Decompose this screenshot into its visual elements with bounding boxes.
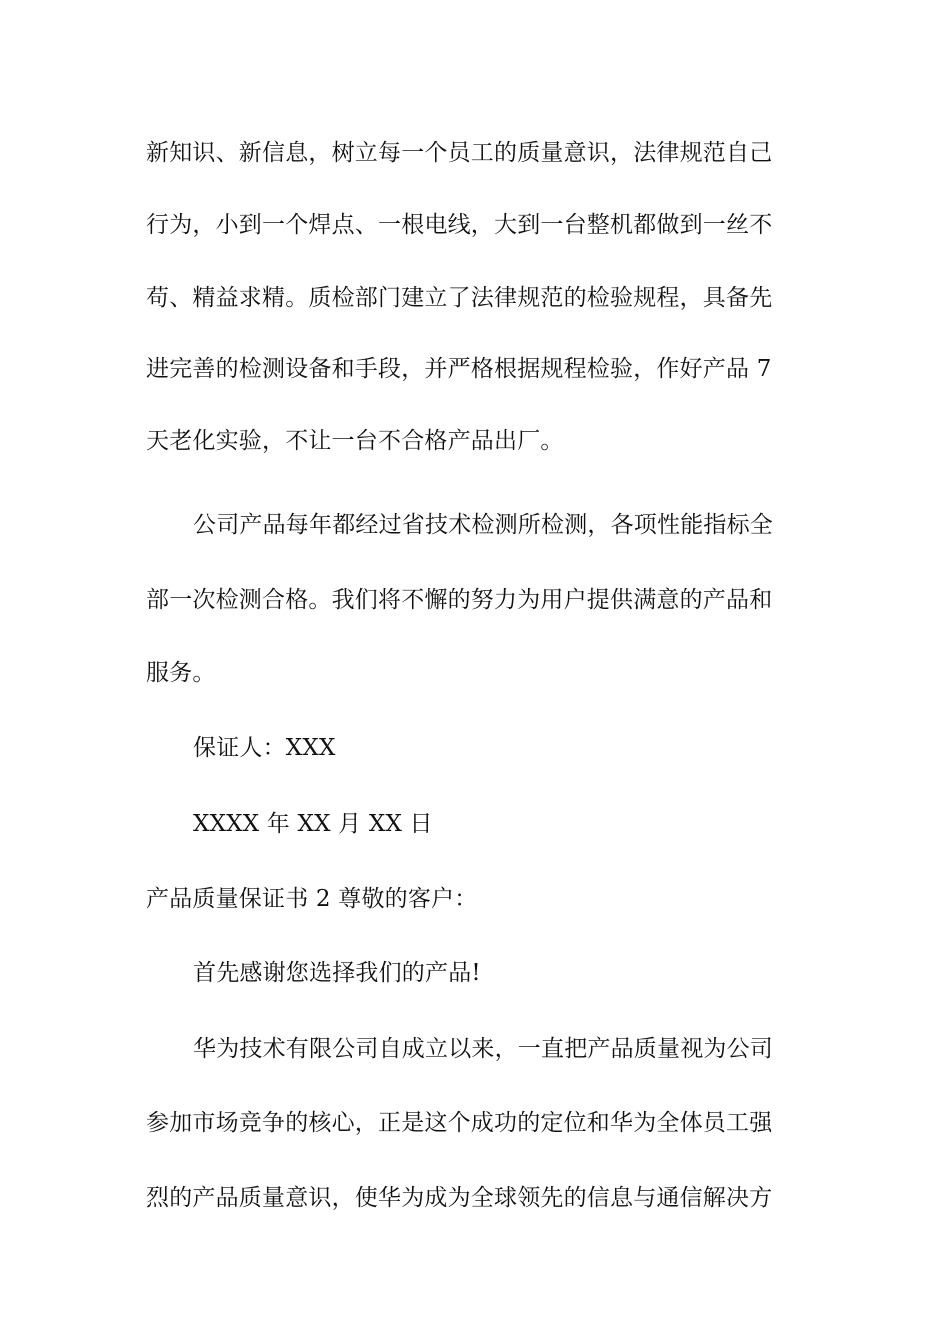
section-heading: 产品质量保证书 2 尊敬的客户：: [146, 886, 478, 912]
paragraph-line: 部一次检测合格。我们将不懈的努力为用户提供满意的产品和: [146, 587, 773, 613]
paragraph-line: 天老化实验，不让一台不合格产品出厂。: [146, 428, 564, 454]
date-line: XXXX 年 XX 月 XX 日: [193, 811, 433, 837]
paragraph-line: 参加市场竞争的核心，正是这个成功的定位和华为全体员工强: [146, 1110, 773, 1136]
paragraph-line: 苟、精益求精。质检部门建立了法律规范的检验规程，具备先: [146, 285, 773, 311]
paragraph-line: 新知识、新信息，树立每一个员工的质量意识，法律规范自己: [146, 140, 773, 166]
paragraph-line: 公司产品每年都经过省技术检测所检测，各项性能指标全: [193, 512, 773, 538]
paragraph-line: 华为技术有限公司自成立以来，一直把产品质量视为公司: [193, 1036, 773, 1062]
paragraph-line: 首先感谢您选择我们的产品!: [193, 960, 481, 986]
paragraph-line: 进完善的检测设备和手段，并严格根据规程检验，作好产品 7: [146, 356, 772, 382]
guarantor-line: 保证人：XXX: [193, 735, 336, 761]
paragraph-line: 行为，小到一个焊点、一根电线，大到一台整机都做到一丝不: [146, 212, 773, 238]
paragraph-line: 烈的产品质量意识，使华为成为全球领先的信息与通信解决方: [146, 1185, 773, 1211]
paragraph-line: 服务。: [146, 660, 216, 686]
